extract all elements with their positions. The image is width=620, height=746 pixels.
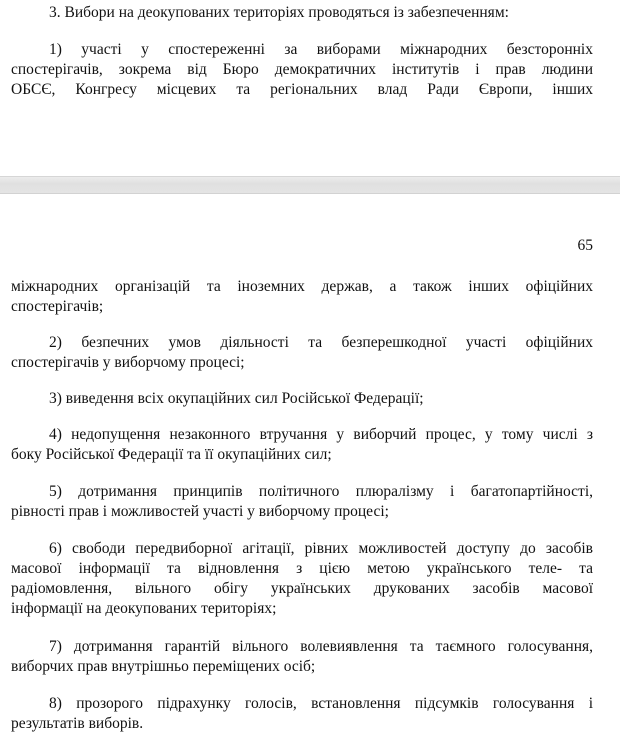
page-number: 65 (577, 237, 593, 254)
item-6-line-4: інформації на деокупованих територіях; (11, 600, 277, 617)
item-2-line-1: 2) безпечних умов діяльності та безперешкодної участі офіційних (49, 334, 593, 351)
item-1-line-2: спостерігачів, зокрема від Бюро демократичних інститутів і прав людини (11, 61, 593, 78)
item-4-line-2: боку Російської Федерації та її окупаційних сил; (11, 446, 332, 463)
item-6-line-3: радіомовлення, вільного обігу українських друкованих засобів масової (11, 580, 593, 597)
item-6-line-2: масової інформації та відновлення з цією метою українського теле- та (11, 560, 593, 577)
item-1-line-3: ОБСЄ, Конгресу місцевих та регіональних влад Ради Європи, інших (11, 81, 593, 98)
item-7-line-2: виборчих прав внутрішньо переміщених осіб; (11, 658, 316, 675)
section-heading: 3. Вибори на деокупованих територіях проводяться із забезпеченням: (49, 4, 509, 21)
item-1-line-1: 1) участі у спостереженні за виборами міжнародних безсторонніх (49, 41, 593, 58)
item-5-line-2: рівності прав і можливостей участі у виборчому процесі; (11, 503, 389, 520)
item-6-line-1: 6) свободи передвиборної агітації, рівних можливостей доступу до засобів (49, 540, 593, 557)
item-2-line-2: спостерігачів у виборчому процесі; (11, 354, 245, 371)
item-3-line-1: 3) виведення всіх окупаційних сил Російської Федерації; (49, 390, 424, 407)
page-separator (0, 176, 620, 194)
item-7-line-1: 7) дотримання гарантій вільного волевиявлення та таємного голосування, (49, 638, 593, 655)
item-5-line-1: 5) дотримання принципів політичного плюралізму і багатопартійності, (49, 483, 593, 500)
item-8-line-1: 8) прозорого підрахунку голосів, встановлення підсумків голосування і (49, 695, 593, 712)
item-1-cont-line-2: спостерігачів; (11, 298, 104, 315)
item-1-cont-line-1: міжнародних організацій та іноземних держав, а також інших офіційних (11, 278, 593, 295)
item-4-line-1: 4) недопущення незаконного втручання у виборчий процес, у тому числі з (49, 426, 593, 443)
item-8-line-2: результатів виборів. (11, 715, 144, 732)
